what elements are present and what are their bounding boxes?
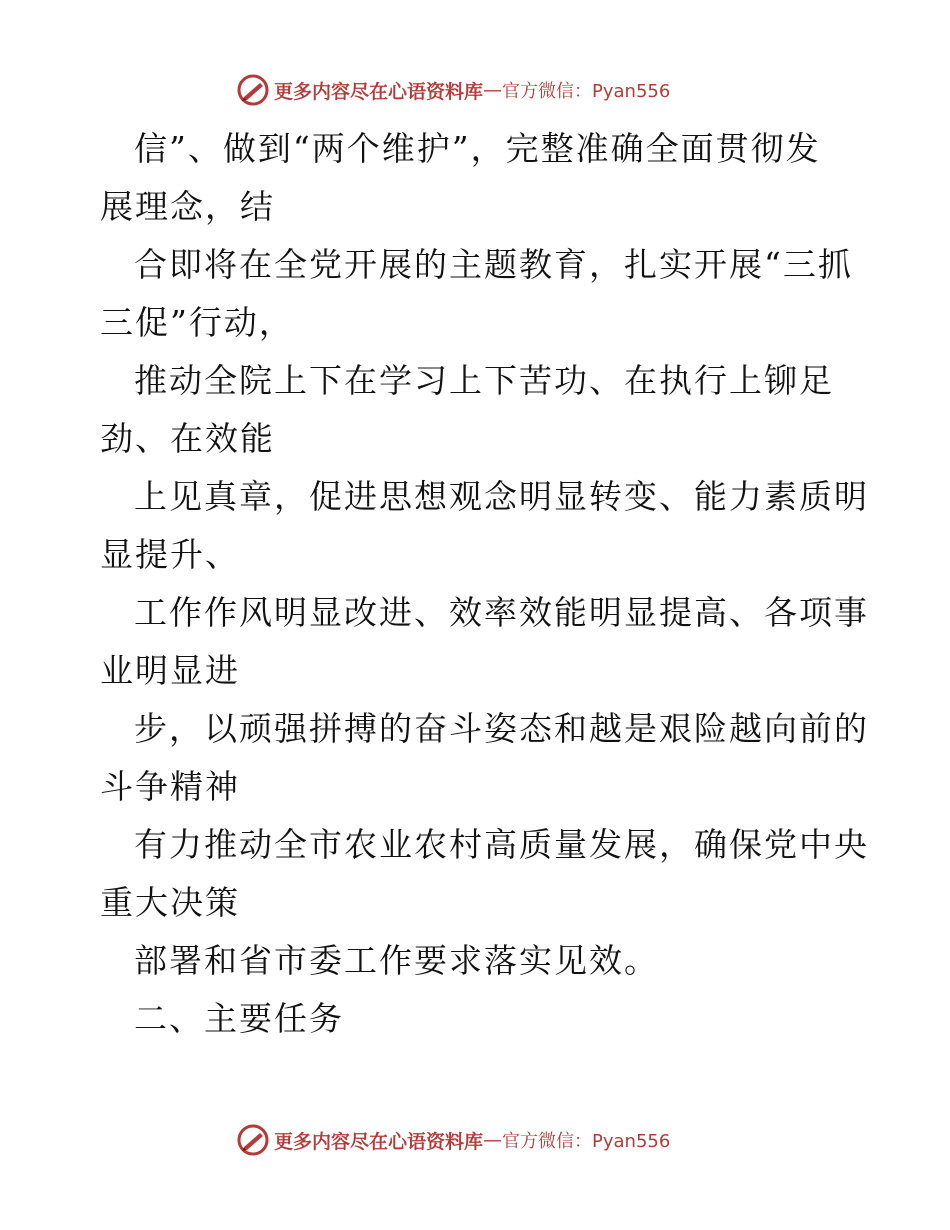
body-line: 合即将在全党开展的主题教育，扎实开展“三抓 (134, 245, 853, 284)
header-banner-main: 更多内容尽在心语资料库 (274, 80, 484, 103)
body-line: 推动全院上下在学习上下苦功、在执行上铆足 (134, 361, 834, 400)
body-line: 信”、做到“两个维护”，完整准确全面贯彻发 (134, 129, 821, 168)
header-banner-wechat: 官方微信：Pyan556 (502, 81, 671, 102)
section-heading: 二、主要任务 (134, 999, 344, 1038)
header-banner (236, 73, 670, 107)
body-line: 业明显进 (100, 651, 240, 690)
body-line: 部署和省市委工作要求落实见效。 (134, 941, 659, 980)
footer-banner-separator: — (483, 1129, 503, 1151)
pen-circle-logo-icon (236, 73, 270, 107)
footer-banner-main: 更多内容尽在心语资料库 (274, 1130, 484, 1153)
body-line: 劲、在效能 (100, 419, 275, 458)
document-body (100, 120, 869, 1048)
body-line: 步，以顽强拼搏的奋斗姿态和越是艰险越向前的 (134, 709, 869, 748)
body-line: 展理念，结 (100, 187, 275, 226)
footer-banner-wechat: 官方微信：Pyan556 (502, 1131, 671, 1152)
header-banner-separator: — (483, 79, 503, 101)
footer-banner (236, 1123, 670, 1157)
body-line: 显提升、 (100, 535, 240, 574)
body-line: 斗争精神 (100, 767, 240, 806)
body-line: 上见真章，促进思想观念明显转变、能力素质明 (134, 477, 869, 516)
body-line: 重大决策 (100, 883, 240, 922)
body-line: 有力推动全市农业农村高质量发展，确保党中央 (134, 825, 869, 864)
pen-circle-logo-icon (236, 1123, 270, 1157)
body-line: 三促”行动， (100, 303, 294, 342)
body-line: 工作作风明显改进、效率效能明显提高、各项事 (134, 593, 869, 632)
